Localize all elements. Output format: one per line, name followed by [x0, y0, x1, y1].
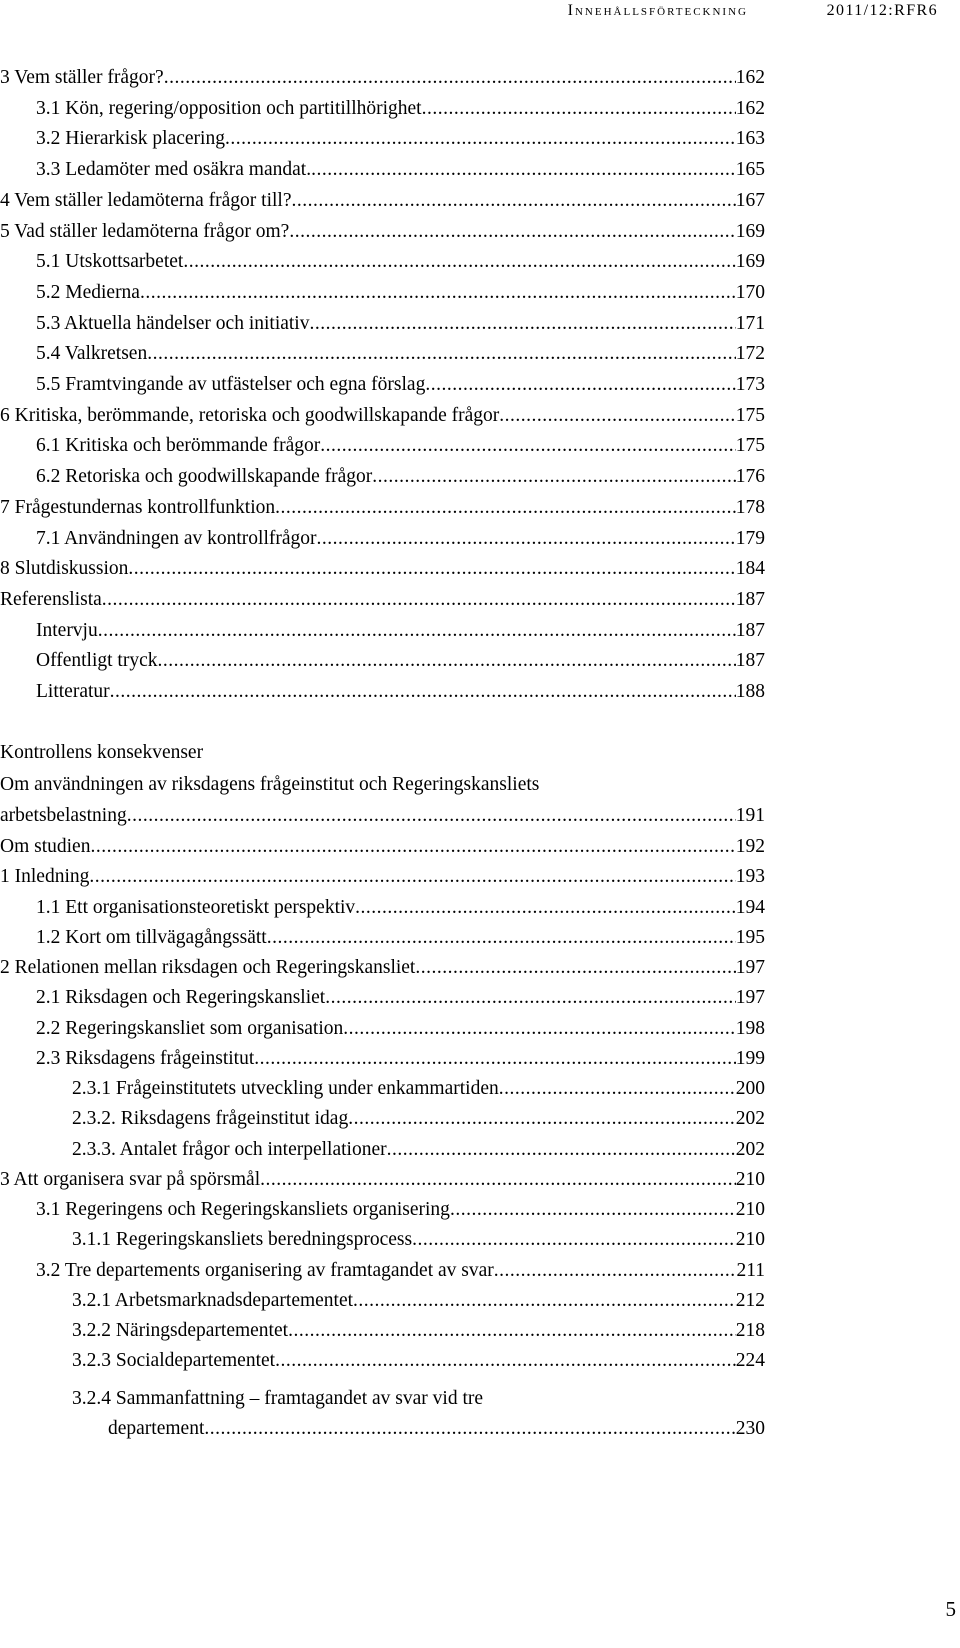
toc-entry-title: 8 Slutdiskussion — [0, 558, 129, 579]
dot-leader — [499, 1074, 736, 1104]
toc-entry-page: 192 — [735, 836, 765, 857]
toc-entry-page: 218 — [735, 1320, 765, 1341]
dot-leader — [343, 1014, 735, 1044]
toc-entry-page: 198 — [735, 1018, 765, 1039]
toc-entry-page: 191 — [735, 805, 765, 826]
toc-entry-page: 171 — [735, 313, 765, 334]
toc-entry-title: 7 Frågestundernas kontrollfunktion — [0, 497, 276, 518]
toc-entry[interactable] — [36, 923, 765, 953]
toc-entry-page: 172 — [735, 343, 765, 364]
dot-leader — [183, 247, 735, 277]
toc-entry[interactable] — [0, 585, 765, 615]
toc-entry-title: 3.1 Kön, regering/opposition och partitillhörighet — [36, 98, 422, 119]
toc-entry[interactable] — [36, 462, 765, 492]
toc-entry[interactable] — [0, 801, 765, 831]
toc-entry[interactable] — [0, 401, 765, 431]
dot-leader — [317, 524, 736, 554]
toc-entry[interactable] — [72, 1346, 765, 1376]
dot-leader — [412, 1225, 736, 1255]
toc-entry[interactable] — [0, 554, 765, 584]
dot-leader — [225, 124, 736, 154]
toc-entry-page: 167 — [735, 190, 765, 211]
toc-entry-title: 5 Vad ställer ledamöterna frågor om? — [0, 221, 290, 242]
toc-entry-title: 1.1 Ett organisationsteoretiskt perspektiv — [36, 897, 356, 918]
toc-entry-title: 4 Vem ställer ledamöterna frågor till? — [0, 190, 292, 211]
dot-leader — [267, 923, 736, 953]
dot-leader — [288, 1316, 736, 1346]
toc-entry-page: 169 — [735, 221, 765, 242]
dot-leader — [309, 309, 735, 339]
toc-entry-title: 7.1 Användningen av kontrollfrågor — [36, 528, 317, 549]
dot-leader — [289, 217, 735, 247]
dot-leader — [422, 94, 736, 124]
toc-entry[interactable] — [36, 247, 765, 277]
toc-entry-page: 187 — [735, 589, 765, 610]
toc-entry-page: 179 — [735, 528, 765, 549]
toc-entry[interactable] — [36, 1195, 765, 1225]
toc-entry-page: 195 — [735, 927, 765, 948]
dot-leader — [275, 1346, 736, 1376]
toc-entry-title: 1.2 Kort om tillvägagångssätt — [36, 927, 267, 948]
toc-entry-title: 3.1 Regeringens och Regeringskansliets organisering — [36, 1199, 450, 1220]
toc-entry-page: 210 — [735, 1169, 765, 1190]
toc-entry-page: 178 — [735, 497, 765, 518]
toc-entry[interactable] — [36, 155, 765, 185]
toc-entry[interactable] — [36, 431, 765, 461]
toc-entry-title: 3.2.3 Socialdepartementet — [72, 1350, 276, 1371]
toc-entry-title: 3.2 Hierarkisk placering — [36, 128, 225, 149]
toc-entry[interactable] — [0, 862, 765, 892]
toc-entry[interactable] — [36, 309, 765, 339]
toc-entry[interactable] — [0, 63, 765, 93]
toc-entry[interactable] — [36, 1044, 765, 1074]
toc-entry[interactable] — [36, 893, 765, 923]
dot-leader — [260, 1165, 736, 1195]
dot-leader — [320, 431, 735, 461]
dot-leader — [164, 63, 736, 93]
toc-entry-page: 176 — [735, 466, 765, 487]
dot-leader — [450, 1195, 736, 1225]
toc-entry-title: 3.1.1 Regeringskansliets beredningsprocess — [72, 1229, 413, 1250]
toc-entry[interactable] — [36, 94, 765, 124]
toc-entry-page: 175 — [735, 405, 765, 426]
toc-entry-title: Offentligt tryck — [36, 650, 158, 671]
dot-leader — [110, 677, 736, 707]
toc-entry[interactable] — [0, 186, 765, 216]
dot-leader — [147, 339, 736, 369]
toc-entry-page: 162 — [735, 98, 765, 119]
toc-entry-title: departement — [108, 1418, 205, 1439]
dot-leader — [425, 370, 735, 400]
toc-entry-page: 187 — [735, 620, 765, 641]
toc-entry-title: Litteratur — [36, 681, 110, 702]
toc-entry-title: 3 Att organisera svar på spörsmål — [0, 1169, 261, 1190]
dot-leader — [387, 1135, 736, 1165]
toc-entry-page: 175 — [735, 435, 765, 456]
dot-leader — [494, 1256, 737, 1286]
dot-leader — [128, 554, 735, 584]
toc-entry-page: 194 — [735, 897, 765, 918]
dot-leader — [372, 462, 735, 492]
toc-entry[interactable] — [36, 124, 765, 154]
toc-entry-title: 2.2 Regeringskansliet som organisation — [36, 1018, 344, 1039]
toc-entry[interactable] — [36, 677, 765, 707]
toc-entry[interactable] — [36, 983, 765, 1013]
toc-entry[interactable] — [36, 1256, 765, 1286]
toc-entry[interactable] — [0, 1165, 765, 1195]
toc-entry[interactable] — [108, 1414, 765, 1444]
toc-entry-title: Intervju — [36, 620, 98, 641]
toc-entry-title: 2.3.1 Frågeinstitutets utveckling under enkammartiden — [72, 1078, 499, 1099]
toc-entry[interactable] — [36, 646, 765, 676]
toc-entry-title: 2.3.3. Antalet frågor och interpellationer — [72, 1139, 387, 1160]
toc-entry[interactable] — [72, 1104, 765, 1134]
dot-leader — [415, 953, 735, 983]
toc-entry[interactable] — [36, 616, 765, 646]
toc-entry-title: 6.1 Kritiska och berömmande frågor — [36, 435, 321, 456]
toc-entry-title: 2.3.2. Riksdagens frågeinstitut idag — [72, 1108, 349, 1129]
toc-entry-page: 165 — [735, 159, 765, 180]
toc-entry-title: 5.2 Medierna — [36, 282, 140, 303]
toc-entry-title: 6 Kritiska, berömmande, retoriska och goodwillskapande frågor — [0, 405, 500, 426]
toc-entry[interactable] — [0, 493, 765, 523]
toc-entry-title: 3.2.2 Näringsdepartementet — [72, 1320, 289, 1341]
toc-entry-page: 187 — [735, 650, 765, 671]
section-heading: Kontrollens konsekvenser — [0, 742, 204, 763]
toc-entry-title: 3 Vem ställer frågor? — [0, 67, 164, 88]
toc-entry-title: 2.3 Riksdagens frågeinstitut — [36, 1048, 255, 1069]
toc-entry-title: 3.3 Ledamöter med osäkra mandat. — [36, 159, 312, 180]
toc-entry-title: Om studien — [0, 836, 91, 857]
toc-entry-title: 2 Relationen mellan riksdagen och Regeringskansliet — [0, 957, 416, 978]
dot-leader — [102, 585, 736, 615]
dot-leader — [355, 893, 736, 923]
toc-entry[interactable] — [36, 524, 765, 554]
toc-entry[interactable] — [72, 1316, 765, 1346]
toc-entry[interactable] — [36, 339, 765, 369]
dot-leader — [353, 1286, 736, 1316]
dot-leader — [348, 1104, 736, 1134]
toc-entry[interactable] — [72, 1225, 765, 1255]
toc-entry[interactable] — [36, 370, 765, 400]
toc-entry-first-line: 3.2.4 Sammanfattning – framtagandet av svar vid tre — [72, 1388, 484, 1409]
toc-entry-page: 202 — [735, 1139, 765, 1160]
toc-entry[interactable] — [72, 1135, 765, 1165]
toc-entry[interactable] — [0, 217, 765, 247]
toc-entry-page: 188 — [735, 681, 765, 702]
toc-entry-page: 197 — [735, 987, 765, 1008]
toc-entry-page: 210 — [735, 1199, 765, 1220]
toc-entry-page: 170 — [735, 282, 765, 303]
header-document-code: 2011/12:RFR6 — [826, 2, 938, 19]
toc-entry-page: 197 — [735, 957, 765, 978]
toc-entry-page: 184 — [735, 558, 765, 579]
toc-entry-page: 200 — [735, 1078, 765, 1099]
toc-entry-title: Referenslista — [0, 589, 102, 610]
toc-entry-title: arbetsbelastning — [0, 805, 127, 826]
dot-leader — [275, 493, 736, 523]
toc-entry-page: 199 — [735, 1048, 765, 1069]
toc-entry[interactable] — [36, 1014, 765, 1044]
toc-entry-page: 210 — [735, 1229, 765, 1250]
dot-leader — [98, 616, 736, 646]
toc-entry-page: 224 — [735, 1350, 765, 1371]
header-title: Innehållsförteckning — [567, 2, 748, 19]
toc-entry-page: 173 — [735, 374, 765, 395]
dot-leader — [204, 1414, 735, 1444]
dot-leader — [292, 186, 736, 216]
toc-entry-title: 3.2 Tre departements organisering av framtagandet av svar — [36, 1260, 494, 1281]
dot-leader — [127, 801, 736, 831]
toc-entry-page: 212 — [735, 1290, 765, 1311]
toc-entry-title: 6.2 Retoriska och goodwillskapande frågor — [36, 466, 373, 487]
toc-entry-page: 193 — [735, 866, 765, 887]
toc-entry-title: 5.4 Valkretsen — [36, 343, 148, 364]
toc-entry-title: 5.1 Utskottsarbetet — [36, 251, 184, 272]
toc-entry[interactable] — [72, 1286, 765, 1316]
toc-entry-page: 230 — [735, 1418, 765, 1439]
dot-leader — [89, 862, 735, 892]
toc-entry-page: 162 — [735, 67, 765, 88]
toc-entry-title: 5.5 Framtvingande av utfästelser och egna förslag — [36, 374, 426, 395]
toc-entry[interactable] — [0, 832, 765, 862]
dot-leader — [311, 155, 736, 185]
toc-entry-title: 2.1 Riksdagen och Regeringskansliet — [36, 987, 326, 1008]
toc-entry[interactable] — [72, 1074, 765, 1104]
toc-entry-page: 202 — [735, 1108, 765, 1129]
toc-entry-title: 3.2.1 Arbetsmarknadsdepartementet — [72, 1290, 354, 1311]
dot-leader — [499, 401, 735, 431]
dot-leader — [254, 1044, 735, 1074]
toc-entry[interactable] — [36, 278, 765, 308]
toc-entry-title: 1 Inledning — [0, 866, 90, 887]
toc-entry-page: 211 — [736, 1260, 765, 1281]
dot-leader — [140, 278, 736, 308]
dot-leader — [158, 646, 736, 676]
page-number: 5 — [945, 1597, 956, 1621]
toc-entry[interactable] — [0, 953, 765, 983]
toc-entry-page: 163 — [735, 128, 765, 149]
section-subtitle-line: Om användningen av riksdagens frågeinstitut och Regeringskansliets — [0, 774, 540, 795]
toc-entry-page: 169 — [735, 251, 765, 272]
dot-leader — [90, 832, 735, 862]
toc-entry-title: 5.3 Aktuella händelser och initiativ — [36, 313, 310, 334]
dot-leader — [325, 983, 736, 1013]
